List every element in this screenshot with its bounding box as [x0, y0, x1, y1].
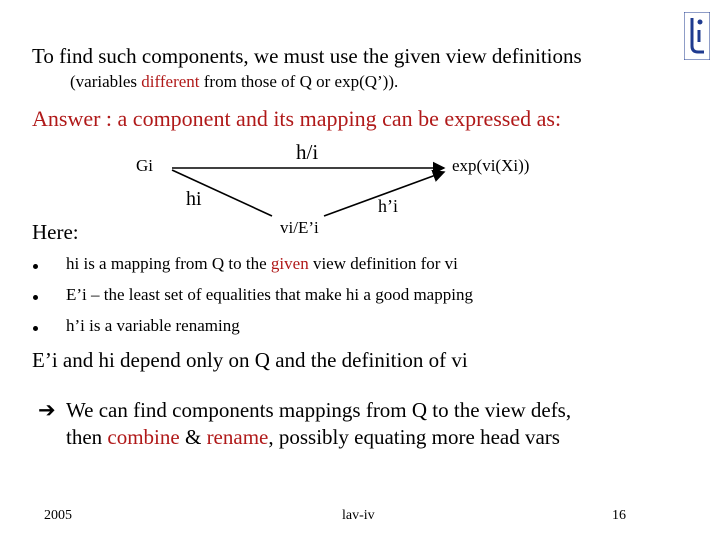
footer-year: 2005 — [44, 508, 72, 523]
bullet-dot-2 — [33, 295, 38, 300]
bullet-dot-1 — [33, 264, 38, 269]
bullet-1-prefix: hi is a mapping from Q to the — [66, 254, 271, 273]
diagram-h-prime: h’i — [378, 196, 398, 216]
footer-page-number: 16 — [612, 508, 626, 523]
depend-line: E’i and hi depend only on Q and the definition of vi — [32, 348, 468, 372]
bullet-1-suffix: view definition for vi — [308, 254, 458, 273]
footer-center: lav-iv — [342, 508, 375, 523]
arrow-bullet-icon: ➔ — [38, 398, 56, 422]
bullet-1-red: given — [270, 254, 309, 273]
here-label: Here: — [32, 220, 79, 244]
diagram-exp: exp(vi(Xi)) — [452, 156, 530, 175]
intro-line-2-red: different — [141, 72, 200, 91]
conclusion-line-1: We can find components mappings from Q to the view defs, — [66, 398, 572, 422]
diagram-vi-e: vi/E’i — [280, 218, 319, 237]
bullet-dot-3 — [33, 326, 38, 331]
conclusion-2-combine: combine — [107, 425, 180, 449]
intro-line-2-prefix: (variables — [70, 72, 142, 91]
conclusion-2-c: , possibly equating more head vars — [268, 425, 560, 449]
conclusion-2-rename: rename — [206, 425, 269, 449]
conclusion-2-b: & — [179, 425, 207, 449]
intro-line-2-suffix: from those of Q or exp(Q’)). — [199, 72, 399, 91]
conclusion-2-a: then — [66, 425, 108, 449]
conclusion-line-2 — [66, 425, 560, 450]
bullet-item-3: h’i is a variable renaming — [66, 316, 240, 335]
diagram-h-label: h/i — [296, 140, 319, 164]
diagram-hi: hi — [186, 188, 202, 210]
bullet-item-1 — [66, 254, 458, 274]
answer-text: Answer : a component and its mapping can be expressed as: — [32, 106, 562, 131]
bullet-item-2: E’i – the least set of equalities that make hi a good mapping — [66, 285, 473, 304]
intro-line-1: To find such components, we must use the given view definitions — [32, 44, 582, 68]
diagram-gi: Gi — [136, 156, 153, 175]
